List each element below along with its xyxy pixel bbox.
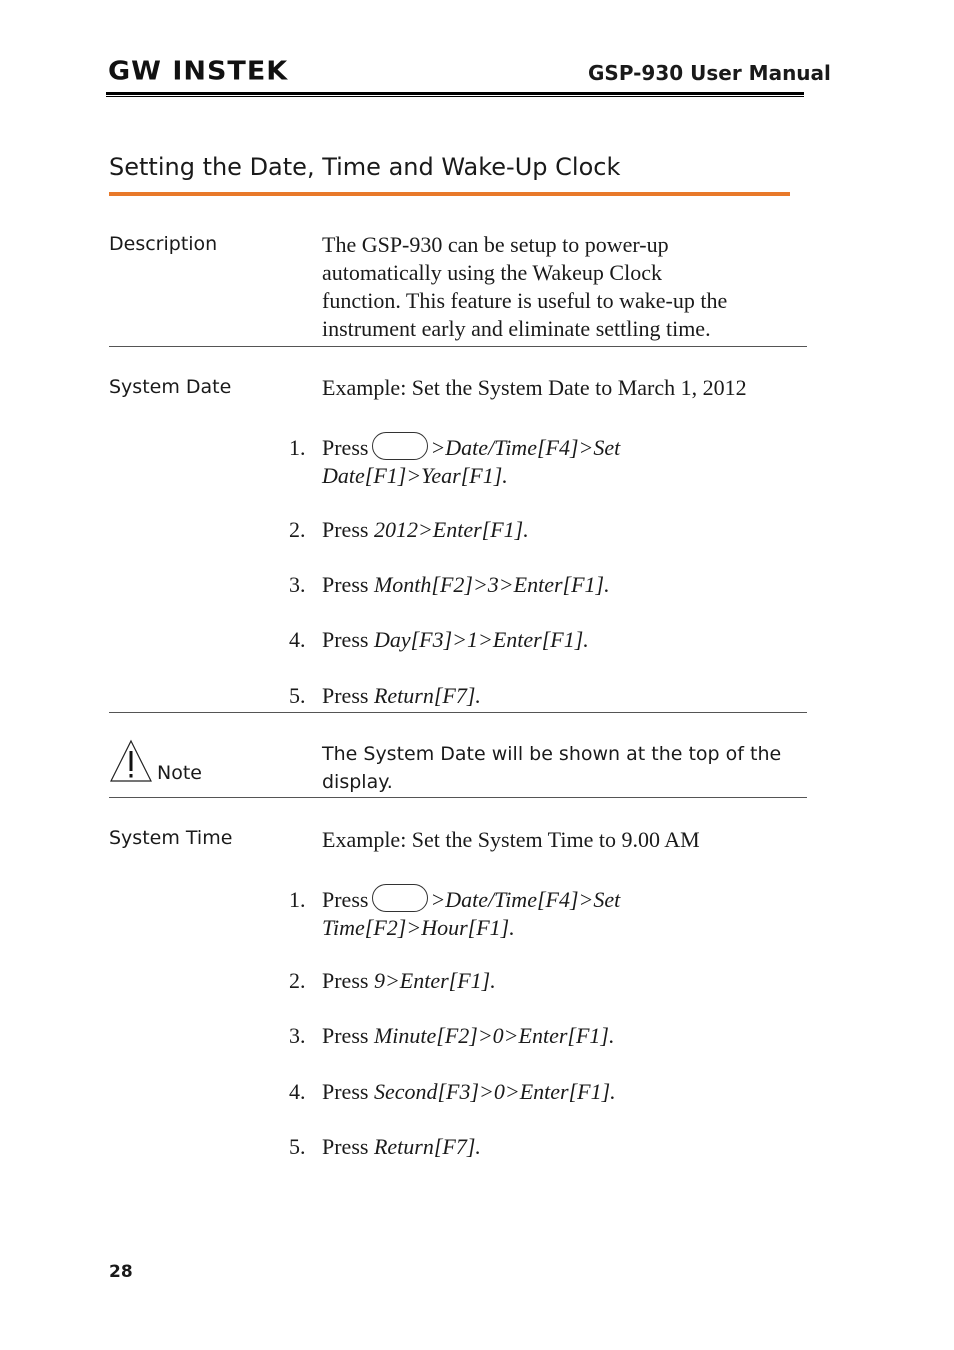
- description-label: Description: [109, 233, 218, 255]
- manual-title: GSP-930 User Manual: [588, 61, 831, 85]
- step-keys: Minute[F2]>0>Enter[F1].: [373, 1023, 615, 1048]
- date-step-4: [289, 626, 809, 654]
- header-rule: [106, 92, 804, 95]
- time-step-5: [289, 1133, 809, 1161]
- time-step-3: [289, 1022, 809, 1050]
- step-number: 3.: [289, 572, 306, 597]
- system-time-label: System Time: [109, 827, 233, 849]
- note-text: [322, 740, 802, 796]
- step-press: Press: [322, 435, 369, 460]
- note-label: Note: [157, 762, 202, 784]
- step-number: 3.: [289, 1023, 306, 1048]
- step-press: Press: [322, 572, 369, 597]
- divider: [109, 712, 807, 713]
- header-rule-thin: [106, 96, 804, 97]
- date-step-2: [289, 516, 809, 544]
- step-number: 1.: [289, 887, 306, 912]
- date-step-5: [289, 682, 809, 710]
- time-step-4: [289, 1078, 809, 1106]
- step-press: Press: [322, 627, 369, 652]
- description-line: function. This feature is useful to wake-up the: [322, 288, 728, 313]
- step-keys: 2012>Enter[F1].: [373, 517, 529, 542]
- step-number: 5.: [289, 1134, 306, 1159]
- system-date-label: System Date: [109, 376, 232, 398]
- system-time-example: Example: Set the System Time to 9.00 AM: [322, 827, 700, 852]
- system-date-example: Example: Set the System Date to March 1, 2012: [322, 375, 747, 400]
- time-step-1: [289, 884, 809, 942]
- step-press: Press: [322, 968, 369, 993]
- step-keys-cont: Time[F2]>Hour[F1].: [322, 915, 515, 940]
- step-keys: Month[F2]>3>Enter[F1].: [373, 572, 610, 597]
- description-line: automatically using the Wakeup Clock: [322, 260, 662, 285]
- step-number: 4.: [289, 627, 306, 652]
- step-number: 2.: [289, 517, 306, 542]
- warning-icon: [109, 739, 153, 783]
- brand-logo: GW INSTEK: [108, 56, 289, 87]
- date-step-3: [289, 571, 809, 599]
- section-title-rule: [109, 192, 790, 196]
- time-step-2: [289, 967, 809, 995]
- page-number: 28: [109, 1262, 133, 1282]
- divider: [109, 346, 807, 347]
- step-keys: Second[F3]>0>Enter[F1].: [373, 1079, 616, 1104]
- utility-key-icon: [372, 432, 428, 460]
- divider: [109, 797, 807, 798]
- step-number: 4.: [289, 1079, 306, 1104]
- step-keys: Return[F7].: [373, 683, 481, 708]
- step-keys: >Date/Time[F4]>Set: [430, 887, 621, 912]
- note-line: The System Date will be shown at the top of the: [322, 743, 782, 765]
- step-keys: >Date/Time[F4]>Set: [430, 435, 621, 460]
- step-press: Press: [322, 1134, 369, 1159]
- section-title: Setting the Date, Time and Wake-Up Clock: [109, 153, 621, 181]
- step-keys: Day[F3]>1>Enter[F1].: [373, 627, 589, 652]
- step-keys-cont: Date[F1]>Year[F1].: [322, 463, 508, 488]
- date-step-1: [289, 432, 809, 490]
- step-press: Press: [322, 1023, 369, 1048]
- note-line: display.: [322, 771, 393, 793]
- step-number: 5.: [289, 683, 306, 708]
- description-line: instrument early and eliminate settling time.: [322, 316, 711, 341]
- step-keys: Return[F7].: [373, 1134, 481, 1159]
- description-text: [322, 231, 802, 343]
- step-number: 2.: [289, 968, 306, 993]
- step-press: Press: [322, 517, 369, 542]
- utility-key-icon: [372, 884, 428, 912]
- step-keys: 9>Enter[F1].: [373, 968, 496, 993]
- step-number: 1.: [289, 435, 306, 460]
- step-press: Press: [322, 887, 369, 912]
- description-line: The GSP-930 can be setup to power-up: [322, 232, 669, 257]
- step-press: Press: [322, 683, 369, 708]
- step-press: Press: [322, 1079, 369, 1104]
